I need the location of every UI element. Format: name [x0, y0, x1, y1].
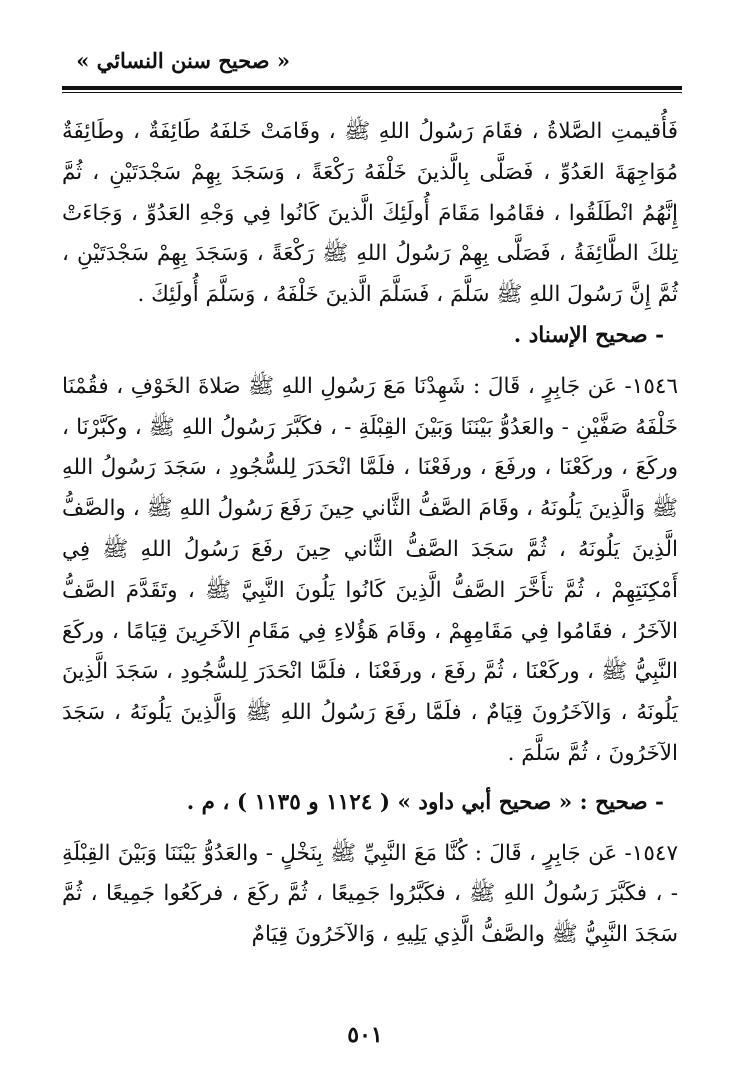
running-title: « صحيح سنن النسائي »	[76, 48, 290, 73]
header-rule-thick	[62, 86, 682, 90]
grading-note: - صحيح : « صحيح أبي داود » ( ١١٢٤ و ١١٣٥ ) ، م .	[186, 789, 664, 815]
page-body	[62, 112, 678, 956]
hadith-1546-paragraph: ١٥٤٦- عَن جَابِرٍ ، قَالَ : شَهِدْنَا مَعَ رَسُولِ اللهِ ﷺ صَلاةَ الخَوْفِ ، فقُمْنَا خَلْفَهُ صَفَّيْنِ - والعَدُوُّ بَيْنَنَا وَبَيْنَ القِبْلَةِ - ، فكَبَّرَ رَسُولُ اللهِ ﷺ ، وكَبَّرْنَا ، وركَعَ ، وركَعْنَا ، ورفَعَ ، ورفَعْنَا ، فلَمَّا انْحَدَرَ لِلسُّجُودِ ، سَجَدَ رَسُولُ اللهِ ﷺ وَالَّذِينَ يَلُونَهُ ، وقَامَ الصَّفُّ الثَّاني حِينَ رَفَعَ رَسُولُ اللهِ ﷺ ، والصَّفُّ الَّذِينَ يَلُونَهُ ، ثُمَّ سَجَدَ الصَّفُّ الثَّاني حِينَ رفَعَ رَسُولُ اللهِ ﷺ فِي أَمْكِنَتِهِمْ ، ثُمَّ تأَخَّرَ الصَّفُّ الَّذِينَ كَانُوا يَلُونَ النَّبِيَّ ﷺ ، وتَقَدَّمَ الصَّفُّ الآخَرُ ، فقَامُوا فِي مَقَامِهِمْ ، وقَامَ هَؤُلاءِ فِي مَقَامِ الآخَرِينَ قِيَامًا ، وركَعَ النَّبِيُّ ﷺ ، وركَعْنَا ، ثُمَّ رفَعَ ، ورفَعْنَا ، فلَمَّا انْحَدَرَ لِلسُّجُودِ ، سَجَدَ الَّذِينَ يَلُونَهُ ، وَالآخَرُونَ قِيَامٌ ، فلَمَّا رفَعَ رَسُولُ اللهِ ﷺ وَالَّذِينَ يَلُونَهُ ، سَجَدَ الآخَرُونَ ، ثُمَّ سَلَّمَ .	[62, 373, 678, 766]
hadith-1547-paragraph: ١٥٤٧- عَن جَابِرٍ ، قَالَ : كُنَّا مَعَ النَّبِيِّ ﷺ بِنَخْلٍ - والعَدُوُّ بَيْنَنَا وَبَيْنَ القِبْلَةِ - ، فكَبَّرَ رَسُولُ اللهِ ﷺ ، فكَبَّرُوا جَمِيعًا ، ثُمَّ ركَعَ ، فركَعُوا جَمِيعًا ، ثُمَّ سَجَدَ النَّبِيُّ ﷺ والصَّفُّ الَّذِي يَلِيهِ ، وَالآخَرُونَ قِيَامٌ	[62, 840, 678, 948]
grading-note: - صحيح الإسناد .	[513, 322, 664, 348]
continued-hadith-paragraph: فَأُقيمتِ الصَّلاةُ ، فقَامَ رَسُولُ اللهِ ﷺ ، وقَامَتْ خَلفَهُ طَائِفَةٌ ، وطَائِفَةٌ مُوَاجِهَةَ العَدُوِّ ، فَصَلَّى بِالَّذينَ خَلْفَهُ رَكْعَةً ، وَسَجَدَ بِهِمْ سَجْدَتَيْنِ ، ثُمَّ إِنَّهُمُ انْطَلَقُوا ، فقَامُوا مَقَامَ أُولَئِكَ الَّذينَ كَانُوا فِي وَجْهِ العَدُوِّ ، وَجَاءَتْ تِلكَ الطَّائِفَةُ ، فَصَلَّى بِهِمْ رَسُولُ اللهِ ﷺ رَكْعَةً ، وَسَجَدَ بِهِمْ سَجْدَتَيْنِ ، ثُمَّ إِنَّ رَسُولَ اللهِ ﷺ سَلَّمَ ، فَسَلَّمَ الَّذينَ خَلْفَهُ ، وَسَلَّمَ أُولَئِكَ .	[62, 119, 678, 308]
page-number: ٥٠١	[347, 1022, 383, 1048]
header-rule-thin	[62, 92, 682, 93]
